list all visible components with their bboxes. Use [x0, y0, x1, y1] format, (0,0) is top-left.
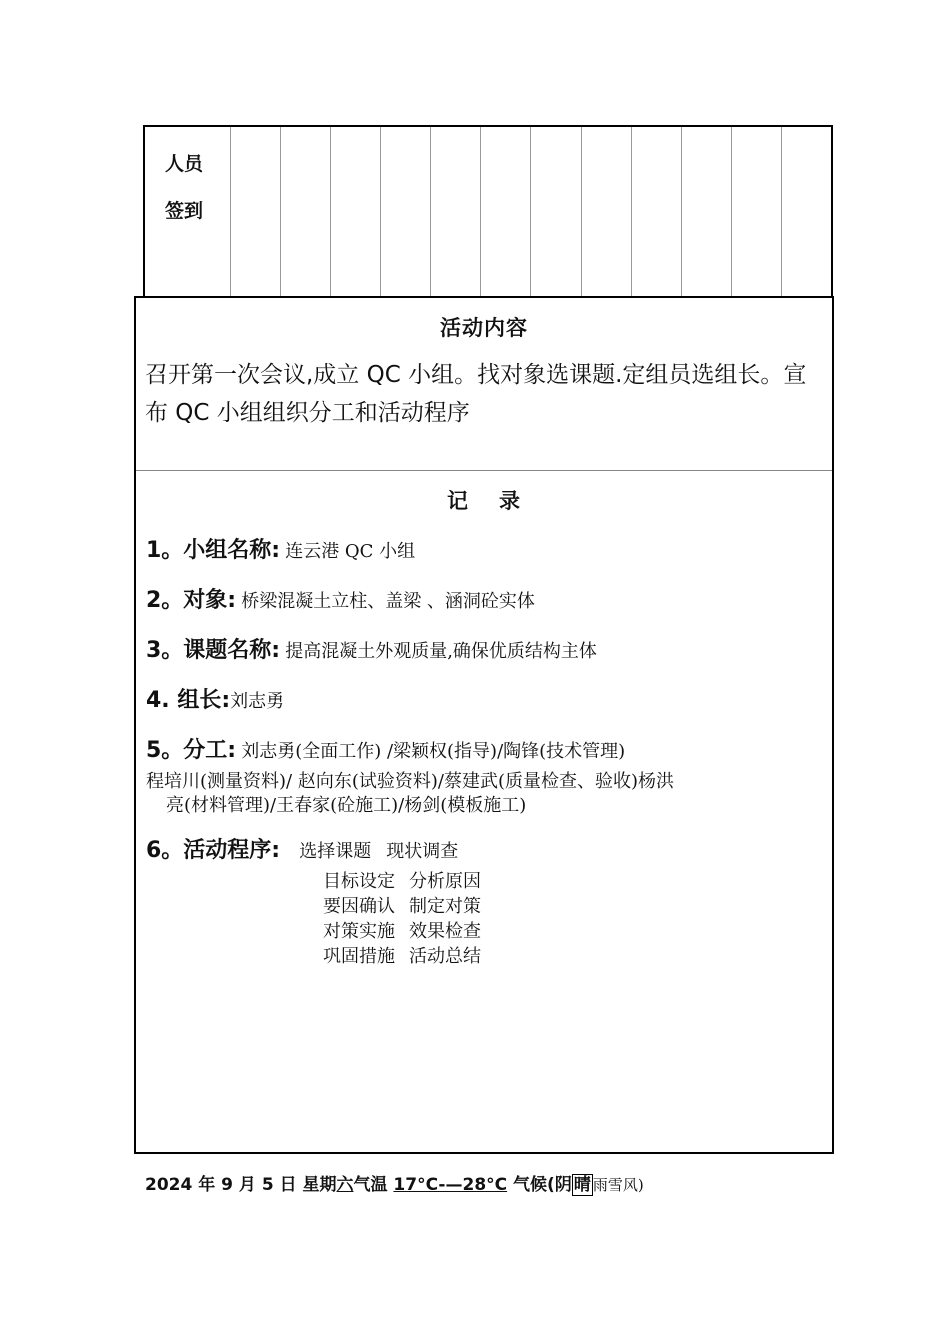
- footer-weekday: 六: [336, 1175, 354, 1195]
- topic-row: [146, 633, 597, 664]
- sign-in-label-line1: 人员: [165, 153, 204, 175]
- program-step: 对策实施: [323, 921, 395, 942]
- sign-in-label: [145, 127, 231, 296]
- activity-text: 召开第一次会议,成立 QC 小组。找对象选课题.定组员选组长。宣布 QC 小组组织分工和活动程序: [145, 362, 807, 426]
- division-row: [146, 733, 625, 764]
- signature-cell[interactable]: [531, 127, 581, 296]
- record-title-part1: 记: [447, 489, 469, 513]
- division-label: 5。分工:: [146, 738, 237, 763]
- group-name-label: 1。小组名称:: [146, 538, 281, 563]
- topic-value: 提高混凝土外观质量,确保优质结构主体: [285, 641, 597, 662]
- program-step: 选择课题: [299, 841, 372, 862]
- activity-title: 活动内容: [440, 316, 528, 340]
- leader-value: 刘志勇: [230, 691, 285, 712]
- group-name-value: 连云港 QC 小组: [285, 541, 416, 562]
- leader-label: 4. 组长:: [146, 688, 231, 713]
- footer-climate-selected[interactable]: 晴: [573, 1175, 591, 1195]
- activity-section: [136, 298, 832, 471]
- signature-cell[interactable]: [281, 127, 331, 296]
- program-step: 分析原因: [409, 871, 481, 892]
- signature-cell[interactable]: [782, 127, 831, 296]
- object-label: 2。对象:: [146, 588, 237, 613]
- footer-climate-rest: 雨雪风): [592, 1176, 644, 1194]
- signature-cell[interactable]: [682, 127, 732, 296]
- signature-cell[interactable]: [732, 127, 782, 296]
- signature-cell[interactable]: [431, 127, 481, 296]
- group-name-row: [146, 533, 415, 564]
- program-step: 要因确认: [323, 896, 395, 917]
- signature-cell[interactable]: [481, 127, 531, 296]
- record-form: [134, 296, 834, 1154]
- program-step: 效果检查: [409, 921, 481, 942]
- program-step-row: [323, 869, 495, 894]
- program-step-row: [323, 919, 495, 944]
- topic-label: 3。课题名称:: [146, 638, 281, 663]
- program-step: 目标设定: [323, 871, 395, 892]
- leader-row: [146, 683, 284, 714]
- program-step: 活动总结: [409, 946, 481, 967]
- division-line3: 亮(材料管理)/王春家(砼施工)/杨剑(模板施工): [166, 795, 527, 816]
- object-row: [146, 583, 535, 614]
- signature-cell[interactable]: [331, 127, 381, 296]
- record-title: [136, 471, 832, 515]
- signature-cell[interactable]: [582, 127, 632, 296]
- record-title-part2: 录: [499, 489, 521, 513]
- object-value: 桥梁混凝土立柱、盖梁 、涵洞砼实体: [241, 591, 535, 612]
- program-step: 制定对策: [409, 896, 481, 917]
- division-line2: 程培川(测量资料)/ 赵向东(试验资料)/蔡建武(质量检查、验收)杨洪: [146, 771, 674, 792]
- signature-cell[interactable]: [231, 127, 281, 296]
- footer-temp-label: 气温: [353, 1175, 388, 1195]
- sign-in-label-line2: 签到: [165, 200, 204, 222]
- division-continued: [146, 770, 826, 818]
- program-step: 现状调查: [386, 841, 459, 862]
- program-step-row: [323, 894, 495, 919]
- footer-info: [145, 1170, 644, 1195]
- footer-climate-label: 气候(阴: [513, 1175, 572, 1195]
- division-line1: 刘志勇(全面工作) /梁颖权(指导)/陶锋(技术管理): [241, 741, 626, 762]
- program-row: [146, 833, 458, 864]
- signature-cell[interactable]: [632, 127, 682, 296]
- footer-temp: 17°C-—28°C: [393, 1175, 508, 1195]
- program-step-row: [323, 944, 495, 969]
- sign-in-table: [143, 125, 833, 296]
- program-label: 6。活动程序:: [146, 838, 281, 863]
- program-step: 巩固措施: [323, 946, 395, 967]
- program-steps: [323, 869, 495, 969]
- footer-date: 2024 年 9 月 5 日 星期: [145, 1175, 337, 1195]
- signature-cell[interactable]: [381, 127, 431, 296]
